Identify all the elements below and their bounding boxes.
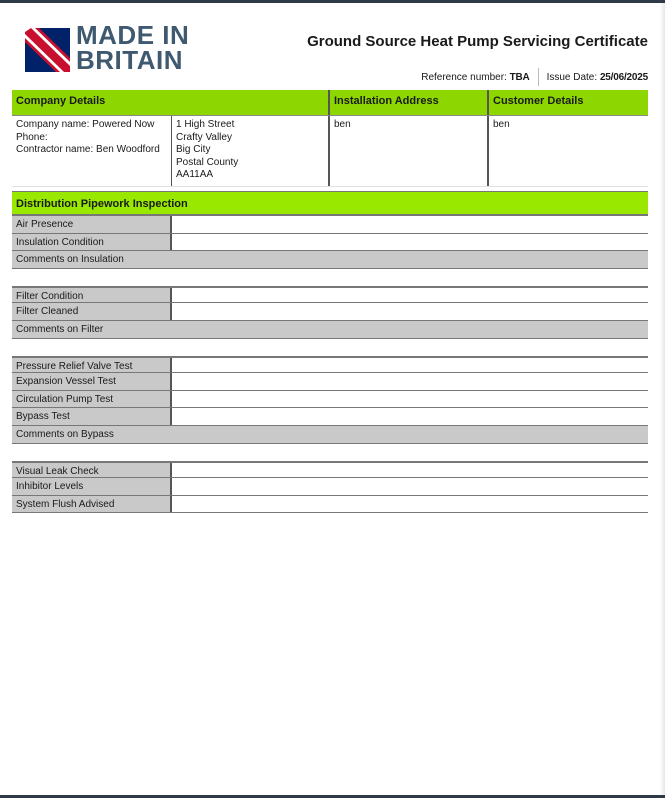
row-value: [172, 373, 648, 390]
row-value: [172, 234, 648, 251]
certificate-page: [12, 3, 648, 187]
issue-date-value: 25/06/2025: [599, 71, 648, 83]
customer-details-heading: Customer Details: [493, 95, 584, 107]
company-phone: Phone:: [16, 131, 48, 143]
logo-wordmark: [76, 20, 190, 75]
row-value: [172, 358, 648, 373]
row-label: Filter Cleaned: [12, 303, 172, 320]
row-label: Bypass Test: [12, 408, 172, 425]
pipework-inspection-section: [12, 191, 648, 513]
inspection-row: [12, 356, 648, 374]
inspection-row: [12, 391, 648, 409]
row-label: Circulation Pump Test: [12, 391, 172, 408]
comments-row: Comments on Filter: [12, 321, 648, 339]
contractor-name: Contractor name: Ben Woodford: [16, 144, 160, 156]
document-title: Ground Source Heat Pump Servicing Certificate: [307, 33, 648, 50]
inspection-row: [12, 286, 648, 304]
row-label: System Flush Advised: [12, 496, 172, 513]
installation-address-heading: Installation Address: [330, 90, 489, 115]
row-value: [172, 408, 648, 425]
reference-divider: [538, 68, 539, 86]
address-line: Postal County: [176, 156, 239, 168]
row-value: [172, 303, 648, 320]
certificate-header: [12, 3, 648, 90]
company-info: [12, 116, 172, 186]
inspection-row: [12, 496, 648, 514]
inspection-heading: Distribution Pipework Inspection: [12, 191, 648, 216]
page-shadow: [660, 3, 665, 795]
address-line: Big City: [176, 144, 211, 156]
comments-row: Comments on Insulation: [12, 251, 648, 269]
issue-date-label: Issue Date:: [546, 71, 598, 83]
comment-space: [12, 339, 648, 356]
row-label: Filter Condition: [12, 288, 172, 303]
comments-row: Comments on Bypass: [12, 426, 648, 444]
company-address: [172, 116, 330, 186]
row-label: Air Presence: [12, 216, 172, 233]
inspection-row: [12, 478, 648, 496]
row-label: Pressure Relief Valve Test: [12, 358, 172, 373]
address-line: 1 High Street: [176, 119, 235, 130]
company-details-heading: Company Details: [12, 90, 330, 115]
row-label: Expansion Vessel Test: [12, 373, 172, 390]
details-header-row: [12, 90, 648, 116]
inspection-row: [12, 408, 648, 426]
row-value: [172, 288, 648, 303]
inspection-row: [12, 303, 648, 321]
row-value: [172, 216, 648, 233]
inspection-row: [12, 216, 648, 234]
comment-space: [12, 444, 648, 461]
row-value: [172, 391, 648, 408]
logo-line-1: MADE IN: [76, 20, 190, 50]
inspection-row: [12, 234, 648, 252]
union-flag-icon: [25, 28, 70, 72]
row-value: [172, 478, 648, 495]
address-line: AA11AA: [176, 169, 214, 181]
inspection-row: [12, 373, 648, 391]
reference-value: TBA: [509, 71, 530, 83]
row-value: [172, 463, 648, 478]
row-label: Visual Leak Check: [12, 463, 172, 478]
details-table: [12, 90, 648, 187]
customer-details-value: ben: [493, 119, 510, 130]
inspection-row: [12, 461, 648, 479]
reference-label: Reference number:: [421, 71, 507, 83]
details-body-row: [12, 116, 648, 187]
comment-space: [12, 269, 648, 286]
company-name: Company name: Powered Now: [16, 119, 155, 130]
address-line: Crafty Valley: [176, 131, 232, 143]
row-label: Insulation Condition: [12, 234, 172, 251]
row-value: [172, 496, 648, 513]
reference-row: [421, 68, 648, 86]
logo-line-2: BRITAIN: [76, 45, 184, 75]
made-in-britain-logo: [25, 20, 215, 75]
row-label: Inhibitor Levels: [12, 478, 172, 495]
installation-address-value: ben: [330, 116, 489, 186]
